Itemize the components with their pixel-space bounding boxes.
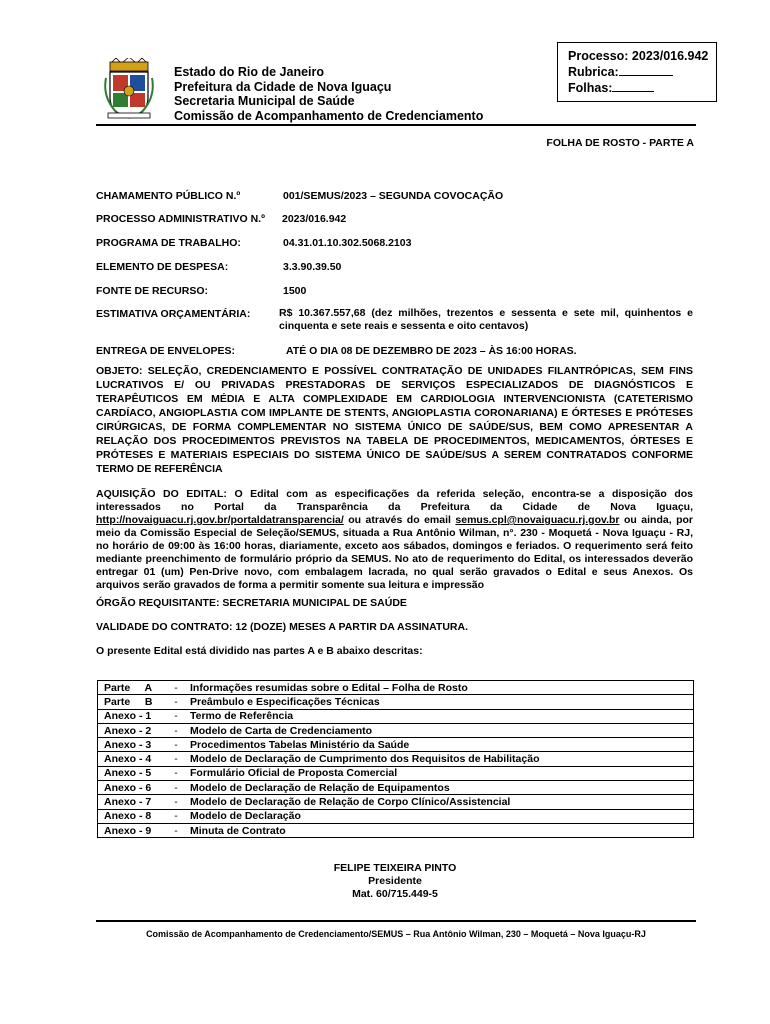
footer-divider bbox=[96, 920, 696, 922]
table-row: Anexo - 3 - Procedimentos Tabelas Ministério da Saúde bbox=[98, 738, 694, 752]
info-label: CHAMAMENTO PÚBLICO N.º bbox=[96, 190, 241, 202]
footer-address: Comissão de Acompanhamento de Credenciamento/SEMUS – Rua Antônio Wilman, 230 – Moquetá – Nova Iguaçu-RJ bbox=[146, 929, 646, 939]
table-row: Anexo - 9 - Minuta de Contrato bbox=[98, 823, 694, 837]
info-value: 04.31.01.10.302.5068.2103 bbox=[283, 237, 412, 249]
table-row: Anexo - 5 - Formulário Oficial de Proposta Comercial bbox=[98, 766, 694, 780]
acquisition-paragraph: AQUISIÇÃO DO EDITAL: O Edital com as especificações da referida seleção, encontra-se a disposição dos interessados no Portal da Transparência da Prefeitura da Cidade de Nova Iguaçu, http://novaiguacu.rj.gov.br/portaldatransparencia/ ou através do email semus.cpl@novaiguacu.rj.gov.br ou ainda, por meio da Comissão Especial de Seleção/SEMUS, situada a Rua Antônio Wilman, n°. 230 - Moquetá - Nova Iguaçu - RJ, no horário de 09:00 às 16:00 horas, diariamente, exceto aos sábados, domingos e feriados. O requerimento será feito mediante preenchimento de formulário próprio da SEMUS. No ato de requerimento do Edital, os interessados deverão entregar 01 (um) Pen-Drive novo, com embalagem lacrada, no qual serão gravados o Edital e seus Anexos. Os arquivos serão gravados de forma a permitir somente sua leitura e impressão bbox=[96, 488, 693, 591]
info-value: 3.3.90.39.50 bbox=[283, 261, 342, 273]
parts-intro: O presente Edital está dividido nas partes A e B abaixo descritas: bbox=[96, 645, 423, 657]
rubrica-field: Rubrica: bbox=[568, 64, 716, 80]
folhas-field: Folhas: bbox=[568, 80, 716, 96]
signature-block bbox=[285, 862, 505, 901]
state-name: Estado do Rio de Janeiro bbox=[174, 65, 325, 79]
table-row: Anexo - 8 - Modelo de Declaração bbox=[98, 809, 694, 823]
table-row: Anexo - 2 - Modelo de Carta de Credenciamento bbox=[98, 723, 694, 737]
municipal-crest-icon bbox=[104, 58, 154, 120]
info-label: PROGRAMA DE TRABALHO: bbox=[96, 237, 241, 249]
signer-registration: Mat. 60/715.449-5 bbox=[352, 888, 438, 900]
table-row: Anexo - 6 - Modelo de Declaração de Relação de Equipamentos bbox=[98, 781, 694, 795]
signer-name: FELIPE TEIXEIRA PINTO bbox=[333, 862, 457, 874]
table-row: Anexo - 1 - Termo de Referência bbox=[98, 709, 694, 723]
info-value: ATÉ O DIA 08 DE DEZEMBRO DE 2023 – ÀS 16:00 HORAS. bbox=[286, 345, 577, 357]
transparency-portal-link[interactable]: http://novaiguacu.rj.gov.br/portaldatransparencia/ bbox=[96, 514, 344, 526]
table-row: Parte B - Preâmbulo e Especificações Técnicas bbox=[98, 695, 694, 709]
city-hall-name: Prefeitura da Cidade de Nova Iguaçu bbox=[174, 79, 392, 94]
info-value: 1500 bbox=[283, 285, 307, 297]
info-value: 001/SEMUS/2023 – SEGUNDA COVOCAÇÃO bbox=[283, 190, 504, 202]
info-label: ENTREGA DE ENVELOPES: bbox=[96, 345, 236, 357]
commission-name: Comissão de Acompanhamento de Credenciamento bbox=[174, 108, 484, 123]
process-number: Processo: 2023/016.942 bbox=[568, 49, 709, 63]
info-value: 2023/016.942 bbox=[282, 213, 347, 225]
secretariat-name: Secretaria Municipal de Saúde bbox=[174, 94, 355, 108]
info-label: ESTIMATIVA ORÇAMENTÁRIA: bbox=[96, 308, 251, 320]
requesting-body: ÓRGÃO REQUISITANTE: SECRETARIA MUNICIPAL DE SAÚDE bbox=[96, 597, 407, 609]
process-box bbox=[557, 42, 717, 102]
info-label: PROCESSO ADMINISTRATIVO N.º bbox=[96, 213, 265, 225]
email-link[interactable]: semus.cpl@novaiguacu.rj.gov.br bbox=[455, 514, 620, 526]
table-row: Anexo - 7 - Modelo de Declaração de Relação de Corpo Clínico/Assistencial bbox=[98, 795, 694, 809]
parts-table bbox=[97, 680, 694, 838]
page-title: FOLHA DE ROSTO - PARTE A bbox=[546, 137, 694, 149]
header-divider bbox=[96, 124, 696, 126]
contract-validity: VALIDADE DO CONTRATO: 12 (DOZE) MESES A PARTIR DA ASSINATURA. bbox=[96, 621, 468, 633]
info-label: ELEMENTO DE DESPESA: bbox=[96, 261, 229, 273]
info-label: FONTE DE RECURSO: bbox=[96, 285, 209, 297]
table-row: Parte A - Informações resumidas sobre o Edital – Folha de Rosto bbox=[98, 681, 694, 695]
institution-block bbox=[174, 65, 483, 123]
signer-role: Presidente bbox=[368, 875, 422, 887]
object-paragraph: OBJETO: SELEÇÃO, CREDENCIAMENTO E POSSÍVEL CONTRATAÇÃO DE UNIDADES FILANTRÓPICAS, SEM FINS LUCRATIVOS E/ OU PRIVADAS PRESTADORAS DE SERVIÇOS ESPECIALIZADOS DE DIAGNÓSTICOS E TERAPÊUTICOS EM MÉDIA E ALTA COMPLEXIDADE EM CARDIOLOGIA INTERVENCIONISTA (CATETERISMO CARDÍACO, ANGIOPLASTIA COM IMPLANTE DE STENTS, ANGIOPLASTIA CORONARIANA) E ÓRTESES E PRÓTESES CIRÚRGICAS, DE FORMA COMPLEMENTAR NO SISTEMA ÚNICO DE SAÚDE/SUS, BEM COMO APRESENTAR A RELAÇÃO DOS PROCEDIMENTOS PREVISTOS NA TABELA DE PROCEDIMENTOS, MEDICAMENTOS, ÓRTESES E PRÓTESES E MATERIAIS ESPECIAIS DO SISTEMA ÚNICO DE SAÚDE/SUS A SEREM CONTRATADOS CONFORME TERMO DE REFERÊNCIA bbox=[96, 365, 693, 475]
table-row: Anexo - 4 - Modelo de Declaração de Cumprimento dos Requisitos de Habilitação bbox=[98, 752, 694, 766]
budget-estimate: R$ 10.367.557,68 (dez milhões, trezentos e sessenta e sete mil, quinhentos e cinquenta e sete reais e sessenta e oito centavos) bbox=[279, 307, 693, 332]
